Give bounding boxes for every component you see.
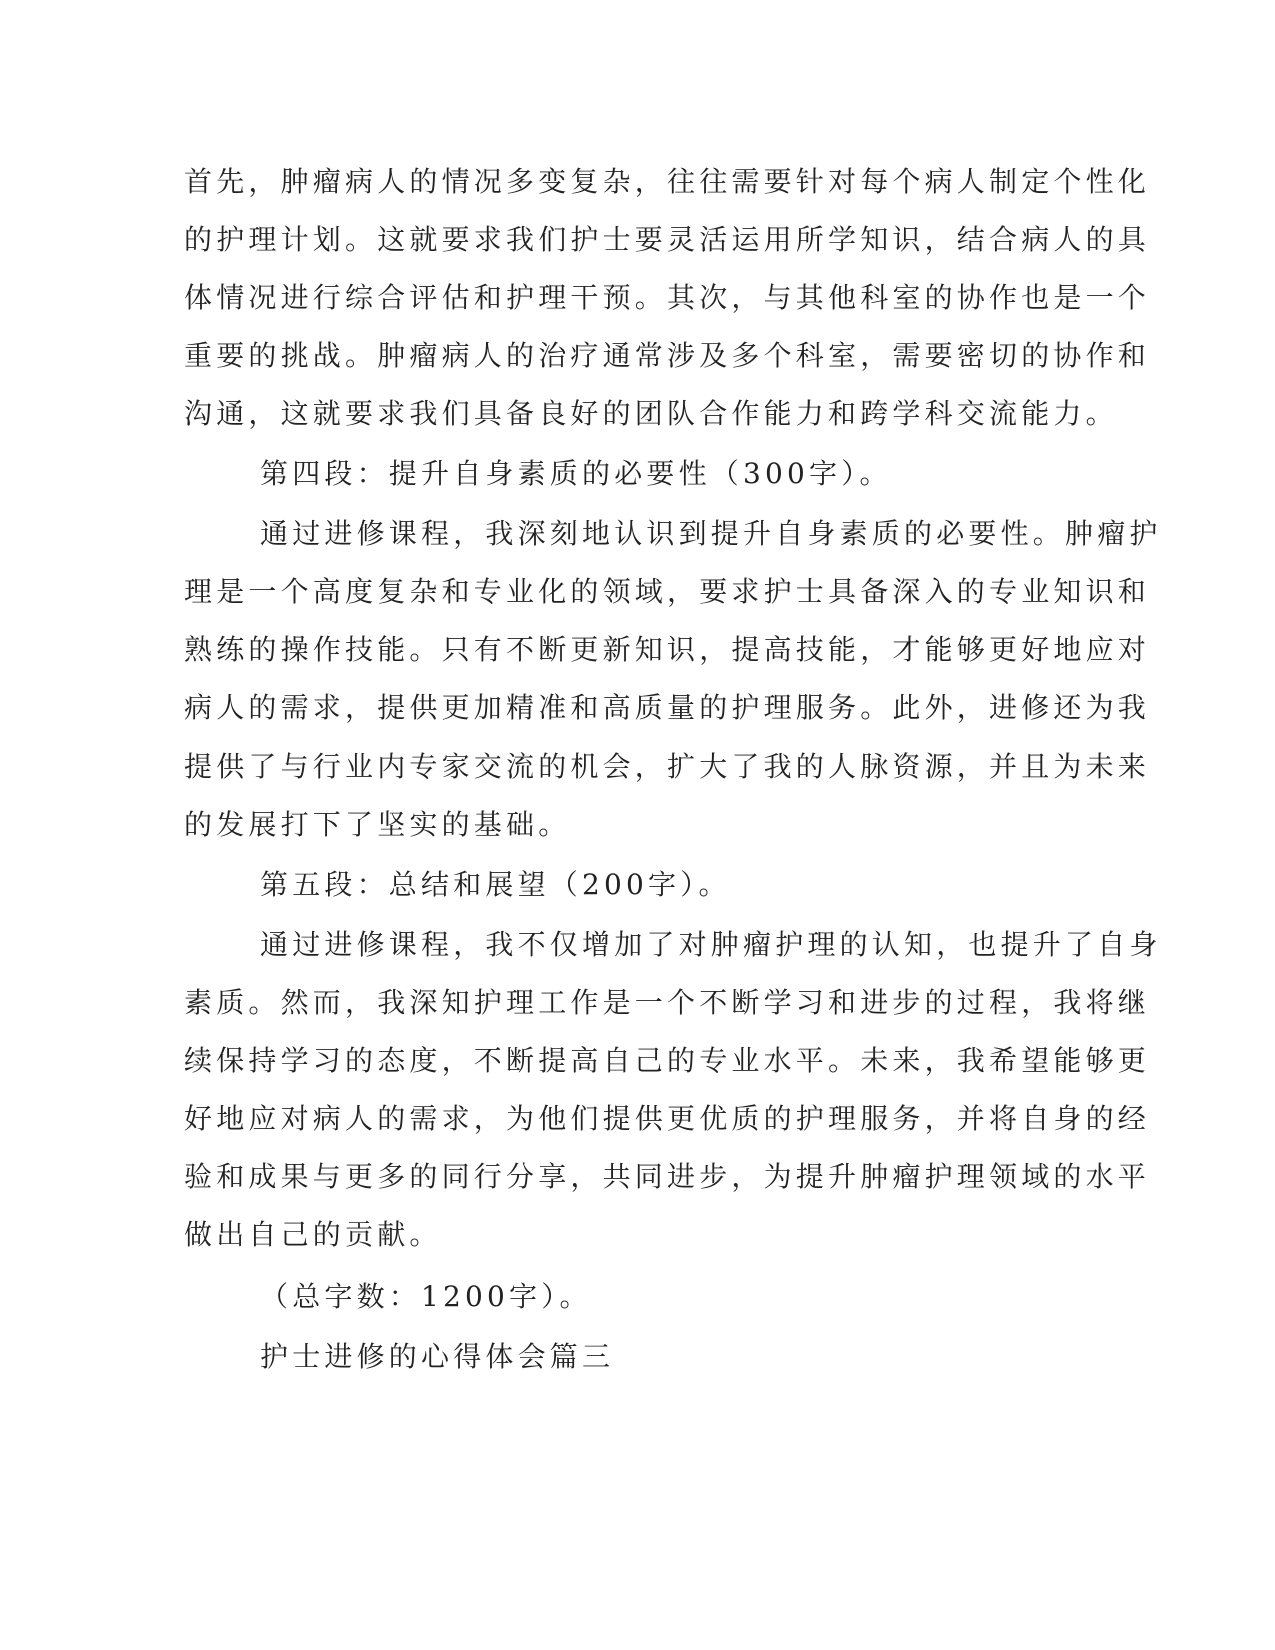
text-line: 熟练的操作技能。只有不断更新知识，提高技能，才能够更好地应对 (184, 633, 1151, 666)
word-count-note: （总字数：1200字）。 (260, 1280, 592, 1313)
text-line: 的护理计划。这就要求我们护士要灵活运用所学知识，结合病人的具 (184, 223, 1151, 256)
text-line: 素质。然而，我深知护理工作是一个不断学习和进步的过程，我将继 (184, 986, 1151, 1019)
text-line: 好地应对病人的需求，为他们提供更优质的护理服务，并将自身的经 (184, 1102, 1151, 1135)
text-line: 沟通，这就要求我们具备良好的团队合作能力和跨学科交流能力。 (184, 397, 1118, 430)
text-line: 病人的需求，提供更加精准和高质量的护理服务。此外，进修还为我 (184, 691, 1151, 724)
text-line: 提供了与行业内专家交流的机会，扩大了我的人脉资源，并且为未来 (184, 750, 1151, 783)
section-heading: 第五段：总结和展望（200字）。 (260, 868, 731, 901)
text-line: 首先，肿瘤病人的情况多变复杂，往往需要针对每个病人制定个性化 (184, 165, 1151, 198)
text-line: 的发展打下了坚实的基础。 (184, 808, 571, 841)
text-line: 做出自己的贡献。 (184, 1218, 442, 1251)
section-heading: 第四段：提升自身素质的必要性（300字）。 (260, 457, 892, 490)
text-line: 通过进修课程，我不仅增加了对肿瘤护理的认知，也提升了自身 (260, 928, 1162, 961)
text-line: 体情况进行综合评估和护理干预。其次，与其他科室的协作也是一个 (184, 281, 1151, 314)
text-line: 理是一个高度复杂和专业化的领域，要求护士具备深入的专业知识和 (184, 575, 1151, 608)
text-line: 续保持学习的态度，不断提高自己的专业水平。未来，我希望能够更 (184, 1044, 1151, 1077)
text-line: 通过进修课程，我深刻地认识到提升自身素质的必要性。肿瘤护 (260, 517, 1162, 550)
text-line: 验和成果与更多的同行分享，共同进步，为提升肿瘤护理领域的水平 (184, 1160, 1151, 1193)
section-title: 护士进修的心得体会篇三 (260, 1340, 615, 1373)
text-line: 重要的挑战。肿瘤病人的治疗通常涉及多个科室，需要密切的协作和 (184, 339, 1151, 372)
